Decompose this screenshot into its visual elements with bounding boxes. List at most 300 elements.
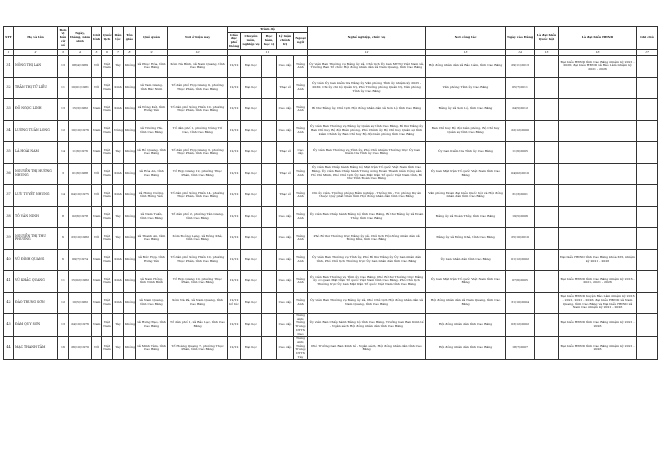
row-hometown: xã Minh Tâm, tỉnh Cao Bằng — [136, 337, 168, 360]
row-stt: 31 — [4, 56, 14, 78]
row-unit: 16 — [58, 337, 69, 360]
header-hometown: Quê quán — [136, 27, 168, 50]
header-name: Họ và tên — [14, 27, 58, 50]
row-stt: 33 — [4, 99, 14, 121]
row-gender: Nam — [92, 99, 102, 121]
row-party-date: 31/3/2001 — [506, 185, 535, 207]
row-religion: Không — [124, 249, 136, 271]
row-language: Tiếng Anh — [294, 249, 308, 271]
row-residence: Tổ dân phố Sông Hiến 10, phường Thục Phán, tỉnh Cao Bằng — [168, 249, 228, 271]
row-language: Tiếng Anh — [294, 228, 308, 250]
row-religion: Không — [124, 271, 136, 293]
row-religion: Không — [124, 206, 136, 228]
row-unit: 13 — [58, 56, 69, 78]
row-degree — [262, 77, 277, 99]
candidate-table — [3, 26, 658, 360]
row-unit: 3 — [58, 163, 69, 185]
row-gender: Nam — [92, 206, 102, 228]
row-degree — [262, 228, 277, 250]
row-name: ĐỖ NGỌC LINH — [14, 99, 58, 121]
row-residence: Tổ Hoàng Quang 7, phường Thục Phán, tỉnh Cao Bằng — [168, 337, 228, 360]
row-name: VŨ KHẮC QUANG — [14, 271, 58, 293]
row-council-delegate — [559, 163, 637, 185]
row-politics: Cao cấp — [277, 120, 294, 142]
table-row — [4, 77, 658, 99]
row-general: 12/12 — [228, 56, 241, 78]
row-gender: Nữ — [92, 337, 102, 360]
table-row — [4, 249, 658, 271]
header-residence: Nơi ở hiện nay — [168, 27, 228, 50]
row-stt: 44 — [4, 337, 14, 360]
row-hometown: xã Đức Hợp, tỉnh Hưng Yên — [136, 249, 168, 271]
row-degree — [262, 120, 277, 142]
row-specialty: Đại học — [241, 292, 262, 314]
row-council-delegate — [559, 99, 637, 121]
row-degree — [262, 292, 277, 314]
column-number: 8 — [124, 50, 136, 56]
row-stt: 39 — [4, 228, 14, 250]
row-language: Tiếng Anh — [294, 271, 308, 293]
row-na-delegate — [535, 206, 559, 228]
table-row — [4, 56, 658, 78]
column-number: 13 — [426, 50, 506, 56]
row-religion: Không — [124, 163, 136, 185]
table-row — [4, 228, 658, 250]
row-language: Tiếng Anh — [294, 99, 308, 121]
row-party-date: 22/12/2000 — [506, 120, 535, 142]
header-education-group: Trình độ — [228, 27, 308, 33]
row-name: TÔ VĂN NINH — [14, 206, 58, 228]
row-dob: 10/01/1981 — [69, 77, 92, 99]
row-note — [637, 185, 658, 207]
row-note — [637, 337, 658, 360]
row-council-delegate: Đại biểu HĐND tỉnh Cao Bằng nhiệm kỳ 2021 - 2026; đại biểu HĐND xã Bảo Lâm nhiệm kỳ 2021 - 2026 — [559, 56, 637, 78]
row-hometown: xã Thanh An, tỉnh Cao Bằng — [136, 228, 168, 250]
row-ethnicity: Tày — [113, 56, 124, 78]
row-gender: Nữ — [92, 163, 102, 185]
row-dob: 10/10/1976 — [69, 120, 92, 142]
row-specialty: Đại học — [241, 314, 262, 337]
row-religion: Không — [124, 185, 136, 207]
row-religion: Không — [124, 77, 136, 99]
row-ethnicity: Kinh — [113, 249, 124, 271]
row-ethnicity: Kinh — [113, 99, 124, 121]
row-workplace: Đảng ủy xã Đoàn Thủy, tỉnh Cao Bằng — [426, 206, 506, 228]
row-residence: Xóm Nà Pá, xã Nam Quang, tỉnh Cao Bằng — [168, 292, 228, 314]
row-council-delegate — [559, 228, 637, 250]
row-name: NGUYỄN THỊ THU PHƯƠNG — [14, 228, 58, 250]
row-nationality: Việt Nam — [102, 314, 113, 337]
row-nationality: Việt Nam — [102, 99, 113, 121]
header-unit: Đơn vị bầu cử số — [58, 27, 69, 50]
row-party-date: 04/02/2010 — [506, 163, 535, 185]
row-dob: 10/5/1982 — [69, 292, 92, 314]
header-nationality: Quốc tịch — [102, 27, 113, 50]
row-gender: Nam — [92, 271, 102, 293]
row-specialty: Đại học — [241, 337, 262, 360]
row-unit: 8 — [58, 206, 69, 228]
row-unit: 13 — [58, 99, 69, 121]
row-name: LÃ HOÀI NAM — [14, 142, 58, 164]
row-nationality: Việt Nam — [102, 337, 113, 360]
row-dob: 15/3/1982 — [69, 99, 92, 121]
row-party-date: 18/7/2007 — [506, 337, 535, 360]
row-language: Tiếng Anh — [294, 163, 308, 185]
row-degree — [262, 99, 277, 121]
row-unit: 14 — [58, 185, 69, 207]
row-job: Bí thư Đảng ủy, Chủ tịch Hội đồng nhân dân xã Sơn Lộ tỉnh Cao Bằng — [308, 99, 426, 121]
row-dob: 09/7/1974 — [69, 249, 92, 271]
row-workplace: Văn phòng Tỉnh ủy Cao Bằng — [426, 77, 506, 99]
row-job: Ủy viên Ban Chấp hành Đảng bộ tỉnh Cao Bằng, Trưởng ban Ban Kinh tế - Ngân sách Hội đồng nhân dân tỉnh Cao Bằng — [308, 314, 426, 337]
row-na-delegate — [535, 228, 559, 250]
row-party-date: 31/10/2004 — [506, 292, 535, 314]
row-workplace: Đảng ủy xã Sơn Lộ, tỉnh Cao Bằng — [426, 99, 506, 121]
row-religion: Không — [124, 337, 136, 360]
row-job: Ủy viên Ban Thường vụ Đảng ủy xã, Chủ tịch Ủy ban MTTQ Việt Nam xã, Trưởng Ban Tổ chức Hội đồng nhân dân xã Nam Quang, tỉnh Cao Bằng — [308, 56, 426, 78]
row-residence: Tổ Hợp Giang 12, phường Thục Phán, tỉnh Cao Bằng — [168, 163, 228, 185]
row-ethnicity: Nùng — [113, 120, 124, 142]
header-job: Nghề nghiệp, chức vụ — [308, 27, 426, 50]
row-na-delegate — [535, 142, 559, 164]
row-politics: Cao cấp — [277, 337, 294, 360]
row-specialty: Đại học — [241, 206, 262, 228]
row-council-delegate — [559, 206, 637, 228]
row-specialty: Đại học — [241, 99, 262, 121]
row-specialty: Đại học — [241, 120, 262, 142]
row-religion: Không — [124, 120, 136, 142]
row-name: LƯƠNG TUẤN LONG — [14, 120, 58, 142]
candidate-table-sheet — [3, 26, 654, 360]
row-workplace: Hội đồng nhân dân tỉnh Cao Bằng — [426, 314, 506, 337]
row-dob: 24/10/1976 — [69, 314, 92, 337]
row-nationality: Việt Nam — [102, 185, 113, 207]
row-workplace: Ban Chỉ huy Bộ đội biên phòng, Bộ Chỉ huy Quân sự tỉnh Cao Bằng — [426, 120, 506, 142]
row-dob: 02/6/1978 — [69, 206, 92, 228]
row-ethnicity: Kinh — [113, 292, 124, 314]
table-row — [4, 185, 658, 207]
row-stt: 37 — [4, 185, 14, 207]
row-religion: Không — [124, 292, 136, 314]
column-number: 16 — [559, 50, 637, 56]
row-dob: 23/10/1982 — [69, 228, 92, 250]
row-politics: Cao cấp — [277, 249, 294, 271]
row-degree — [262, 337, 277, 360]
row-general: 12/12 — [228, 314, 241, 337]
row-job: Phó Trưởng ban Ban Kinh tế - Ngân sách, Hội đồng nhân dân tỉnh Cao Bằng — [308, 337, 426, 360]
row-language: Tiếng Anh — [294, 77, 308, 99]
row-politics: Cao cấp — [277, 56, 294, 78]
row-specialty: Đại học — [241, 228, 262, 250]
row-general: 12/12 — [228, 142, 241, 164]
row-job: Ủy viên Ban Thường vụ Đảng ủy xã, Phó Chủ tịch Hội đồng nhân dân xã Nam Quang, tỉnh Cao Bằng — [308, 292, 426, 314]
row-unit: 12 — [58, 292, 69, 314]
header-degree: Học hàm, học vị — [262, 33, 277, 50]
row-council-delegate: Đại biểu HĐND tỉnh Cao Bằng nhiệm kỳ 2021 - 2026 — [559, 337, 637, 360]
header-stt: STT — [4, 27, 14, 50]
row-nationality: Việt Nam — [102, 163, 113, 185]
header-religion: Tôn giáo — [124, 27, 136, 50]
column-number: 7 — [113, 50, 124, 56]
row-residence: Tổ dân phố Sông Hiến 10, phường Thục Phán, tỉnh Cao Bằng — [168, 99, 228, 121]
row-gender: Nữ — [92, 228, 102, 250]
row-politics: Thạc sĩ — [277, 142, 294, 164]
row-politics: Thạc sĩ — [277, 77, 294, 99]
row-note — [637, 99, 658, 121]
row-workplace: Hội đồng nhân dân xã Nam Quang, tỉnh Cao Bằng — [426, 292, 506, 314]
row-na-delegate — [535, 77, 559, 99]
row-hometown: xã Nam Tuấn, tỉnh Cao Bằng — [136, 206, 168, 228]
row-ethnicity: Tày — [113, 206, 124, 228]
row-language: Tiếng Anh — [294, 185, 308, 207]
row-politics: Thạc sĩ — [277, 185, 294, 207]
row-specialty: Đại học — [241, 185, 262, 207]
row-ethnicity: Tày — [113, 228, 124, 250]
row-residence: Tổ dân phố Hợp Giang 3, phường Thục Phán, tỉnh Cao Bằng — [168, 142, 228, 164]
row-general: 12/12 — [228, 77, 241, 99]
row-religion: Không — [124, 99, 136, 121]
row-note — [637, 314, 658, 337]
row-workplace: Ủy ban nhân dân tỉnh Cao Bằng — [426, 249, 506, 271]
row-degree — [262, 185, 277, 207]
row-ethnicity: Kinh — [113, 163, 124, 185]
table-row — [4, 314, 658, 337]
row-politics: Cao cấp — [277, 314, 294, 337]
row-religion: Không — [124, 142, 136, 164]
row-stt: 36 — [4, 163, 14, 185]
row-general: 12/12 bổ túc — [228, 292, 241, 314]
row-party-date: 11/6/2005 — [506, 142, 535, 164]
row-job: Ủy viên Ban Thường vụ Tỉnh ủy, Phó Bí thư Đảng ủy Ủy ban nhân dân tỉnh, Phó Chủ tịch Thường trực Ủy ban nhân dân tỉnh Cao Bằng — [308, 249, 426, 271]
header-general: Giáo dục phổ thông — [229, 32, 240, 48]
row-party-date: 29/11/2013 — [506, 56, 535, 78]
column-number: 5 — [92, 50, 102, 56]
header-note: Ghi chú — [637, 27, 658, 50]
row-dob: 04/10/1975 — [69, 185, 92, 207]
row-politics: Cao cấp — [277, 206, 294, 228]
row-workplace: Đảng ủy xã Đông Khê, tỉnh Cao Bằng — [426, 228, 506, 250]
row-job: Ủy viên Ban Chấp hành Đảng bộ tỉnh Cao Bằng, Bí thư Đảng ủy xã Đoàn Thủy, tỉnh Cao Bằng — [308, 206, 426, 228]
header-dob: Ngày, tháng, năm sinh — [69, 27, 92, 50]
column-number: 9 — [136, 50, 168, 56]
row-party-date: 01/12/2002 — [506, 249, 535, 271]
row-specialty: Đại học — [241, 56, 262, 78]
row-degree — [262, 56, 277, 78]
row-nationality: Việt Nam — [102, 292, 113, 314]
row-na-delegate — [535, 185, 559, 207]
row-na-delegate — [535, 271, 559, 293]
row-name: ĐÀO TRUNG SƠN — [14, 292, 58, 314]
column-number: 15 — [535, 50, 559, 56]
row-dob: 15/02/1982 — [69, 271, 92, 293]
row-stt: 40 — [4, 249, 14, 271]
row-dob: 26/10/1970 — [69, 337, 92, 360]
row-gender: Nam — [92, 292, 102, 314]
row-workplace: Văn phòng Đoàn đại biểu Quốc hội và Hội đồng nhân dân tỉnh Cao Bằng — [426, 185, 506, 207]
row-religion: Không — [124, 228, 136, 250]
row-politics: Cao cấp — [277, 292, 294, 314]
table-row — [4, 142, 658, 164]
row-degree — [262, 163, 277, 185]
row-ethnicity: Kinh — [113, 185, 124, 207]
row-ethnicity: Tày — [113, 337, 124, 360]
row-council-delegate — [559, 185, 637, 207]
row-na-delegate — [535, 249, 559, 271]
row-hometown: xã Phục Hòa, tỉnh Cao Bằng — [136, 56, 168, 78]
row-unit: 11 — [58, 77, 69, 99]
row-unit: 11 — [58, 271, 69, 293]
row-residence: Xóm Đoỏng Lẹng, xã Đông Khê, tỉnh Cao Bằng — [168, 228, 228, 250]
row-residence: Tổ dân phố Sông Hiến 14, phường Thục Phán, tỉnh Cao Bằng — [168, 185, 228, 207]
row-general: 12/12 — [228, 337, 241, 360]
row-degree — [262, 271, 277, 293]
column-number: 11 — [228, 50, 308, 56]
row-stt: 35 — [4, 142, 14, 164]
row-residence: Tổ dân phố 1, phường Nùng Trí Cao, tỉnh Cao Bằng — [168, 120, 228, 142]
row-na-delegate — [535, 314, 559, 337]
row-gender: Nữ — [92, 185, 102, 207]
row-job: Ủy viên Ban Chấp hành Đảng bộ Mặt trận Tổ quốc Việt Nam tỉnh Cao Bằng, Ủy viên Ban Chấp hành Trung ương Đoàn Thanh niên Cộng sản Hồ Chí Minh, Phó Chủ tịch Ủy ban Mặt trận Tổ quốc Việt Nam tỉnh, Bí thư Tỉnh Đoàn Cao Bằng — [308, 163, 426, 185]
row-language: Tiếng Anh; Tiếng Trung; DTTS Dao — [295, 313, 306, 336]
row-note — [637, 120, 658, 142]
row-nationality: Việt Nam — [102, 228, 113, 250]
row-workplace: Hội đồng nhân dân xã Bảo Lâm, tỉnh Cao Bằng — [426, 56, 506, 78]
row-na-delegate — [535, 337, 559, 360]
row-religion: Không — [124, 314, 136, 337]
row-nationality: Việt Nam — [102, 271, 113, 293]
header-language: Ngoại ngữ — [294, 33, 308, 50]
row-na-delegate — [535, 56, 559, 78]
row-workplace: Ủy ban Mặt trận Tổ quốc Việt Nam tỉnh Cao Bằng — [426, 271, 506, 293]
column-number: 10 — [168, 50, 228, 56]
column-number: 3 — [58, 50, 69, 56]
row-residence: Tổ Hợp Giang 10, phường Thục Phán, tỉnh Cao Bằng — [168, 271, 228, 293]
row-hometown: xã Đông Kết, tỉnh Hưng Yên — [136, 99, 168, 121]
row-unit: 14 — [58, 142, 69, 164]
row-specialty: Đại học — [241, 271, 262, 293]
row-party-date: 24/5/2012 — [506, 99, 535, 121]
row-language: Tiếng Anh — [294, 292, 308, 314]
row-language: Cao cấp — [294, 142, 308, 164]
row-dob: 01/6/1988 — [69, 163, 92, 185]
row-nationality: Việt Nam — [102, 77, 113, 99]
table-row — [4, 99, 658, 121]
row-language: Tiếng Anh — [294, 120, 308, 142]
row-name: TRẦN THỊ TỬ LIỄU — [14, 77, 58, 99]
row-workplace: Ủy ban Mặt trận Tổ quốc Việt Nam tỉnh Cao Bằng — [426, 163, 506, 185]
row-nationality: Việt Nam — [102, 142, 113, 164]
row-stt: 41 — [4, 271, 14, 293]
column-number: 1 — [4, 50, 14, 56]
candidate-rows — [4, 56, 658, 360]
table-row — [4, 271, 658, 293]
row-name: VŨ ĐÌNH QUANG — [14, 249, 58, 271]
row-specialty: Đại học — [241, 77, 262, 99]
row-ethnicity: Kinh — [113, 77, 124, 99]
row-residence: Xóm Nà Bính, xã Nam Quang, tỉnh Cao Bằng — [168, 56, 228, 78]
row-specialty: Đại học — [241, 142, 262, 164]
row-general: 12/12 — [228, 185, 241, 207]
column-number: 17 — [637, 50, 658, 56]
row-council-delegate: Đại biểu HĐND tỉnh Cao Bằng khóa XVI, nhiệm kỳ 2021 - 2026 — [559, 249, 637, 271]
row-note — [637, 249, 658, 271]
row-job: Ủy viên Ban Thường vụ Tỉnh ủy, Phó Chủ nhiệm Thường trực Ủy ban Kiểm tra Tỉnh ủy Cao Bằng — [308, 142, 426, 164]
row-politics: Thạc sĩ — [277, 163, 294, 185]
row-council-delegate: Đại biểu HĐND tỉnh Cao Bằng nhiệm kỳ 2021 - 2026 — [559, 314, 637, 337]
row-council-delegate — [559, 120, 637, 142]
row-hometown: xã Hưng Cường, tỉnh Hưng Yên — [136, 185, 168, 207]
row-hometown: xã Hòa An, tỉnh Cao Bằng — [136, 163, 168, 185]
row-job: Phó Bí thư Thường trực Đảng ủy xã, Chủ tịch Hội đồng nhân dân xã Đông Khê, tỉnh Cao Bằng — [308, 228, 426, 250]
row-stt: 42 — [4, 292, 14, 314]
row-na-delegate — [535, 99, 559, 121]
row-stt: 32 — [4, 77, 14, 99]
row-dob: 11/6/1976 — [69, 142, 92, 164]
row-ethnicity: Kinh — [113, 271, 124, 293]
row-nationality: Việt Nam — [102, 249, 113, 271]
column-number: 12 — [308, 50, 426, 56]
row-nationality: Việt Nam — [102, 206, 113, 228]
row-language: Tiếng Anh — [294, 206, 308, 228]
row-na-delegate — [535, 292, 559, 314]
row-job: Ủy viên Ban Thường vụ Đảng ủy Quân sự tỉnh Cao Bằng, Bí thư Đảng ủy Ban Chỉ huy Bộ đội Biên phòng, Phó Chính ủy Bộ Chỉ huy Quân sự tỉnh kiêm Chính ủy Ban Chỉ huy Bộ đội biên phòng tỉnh Cao Bằng — [308, 120, 426, 142]
row-party-date: 19/5/2006 — [506, 206, 535, 228]
row-specialty: Đại học — [241, 249, 262, 271]
table-row — [4, 292, 658, 314]
row-ethnicity: Tày — [113, 142, 124, 164]
row-residence: Tổ dân phố 1, xã Bảo Lạc, tỉnh Cao Bằng — [168, 314, 228, 337]
header-ethnicity: Dân tộc — [113, 27, 124, 50]
column-number: 14 — [506, 50, 535, 56]
row-job: Ủy viên Ủy ban kiểm tra Đảng ủy Văn phòng Tỉnh ủy nhiệm kỳ 2025 - 2030; Chi ủy chi bộ Quản trị, Phó Trưởng phòng Quản trị, Văn phòng Tỉnh ủy Cao Bằng — [308, 77, 426, 99]
table-row — [4, 163, 658, 185]
row-workplace: Ủy ban Kiểm tra Tỉnh ủy Cao Bằng — [426, 142, 506, 164]
header-gender: Giới tính — [92, 27, 102, 50]
header-politics: Lý luận chính trị — [277, 33, 294, 50]
row-council-delegate: Đại biểu HĐND huyện Bảo Lâm nhiệm kỳ 2016 - 2021, 2021 - 2026; đại biểu HĐND xã Nam Quang, tỉnh Cao Bằng và Đại biểu HĐND xã Nam Cao nhiệm kỳ 2021 - 2026 — [559, 292, 637, 314]
row-religion: Không — [124, 56, 136, 78]
row-party-date: 05/7/2011 — [506, 77, 535, 99]
column-number: 2 — [14, 50, 58, 56]
header-party-date: Ngày vào Đảng — [506, 27, 535, 50]
row-general: 12/12 — [228, 249, 241, 271]
row-hometown: xã Hưng Đạo, tỉnh Cao Bằng — [136, 314, 168, 337]
row-unit: 6 — [58, 228, 69, 250]
row-general: 12/12 — [228, 120, 241, 142]
row-workplace: Hội đồng nhân dân tỉnh Cao Bằng — [426, 337, 506, 360]
row-degree — [262, 249, 277, 271]
row-degree — [262, 314, 277, 337]
row-council-delegate — [559, 142, 637, 164]
row-hometown: xã Tam Giang, tỉnh Bắc Ninh — [136, 77, 168, 99]
row-residence: Tổ dân phố Hợp Giang 9, phường Thục Phán, tỉnh Cao Bằng — [168, 77, 228, 99]
row-ethnicity: Tày — [113, 314, 124, 337]
row-residence: Tổ dân phố 2, phường Tân Giang, tỉnh Cao Bằng — [168, 206, 228, 228]
row-name: ĐÀM QUY SƠN — [14, 314, 58, 337]
row-note — [637, 228, 658, 250]
row-note — [637, 142, 658, 164]
row-language: Tiếng Anh; Tiếng Trung; DTTS Tày — [295, 336, 306, 359]
row-general: 12/12 — [228, 228, 241, 250]
header-specialty: Chuyên môn, nghiệp vụ — [241, 33, 262, 50]
row-unit: 6 — [58, 249, 69, 271]
column-number: 4 — [69, 50, 92, 56]
table-row — [4, 337, 658, 360]
column-number: 6 — [102, 50, 113, 56]
row-language: Tiếng Anh — [294, 56, 308, 78]
table-row — [4, 206, 658, 228]
row-council-delegate: Đại biểu HĐND tỉnh Cao Bằng nhiệm kỳ 2016 - 2021, 2021 - 2026 — [559, 271, 637, 293]
